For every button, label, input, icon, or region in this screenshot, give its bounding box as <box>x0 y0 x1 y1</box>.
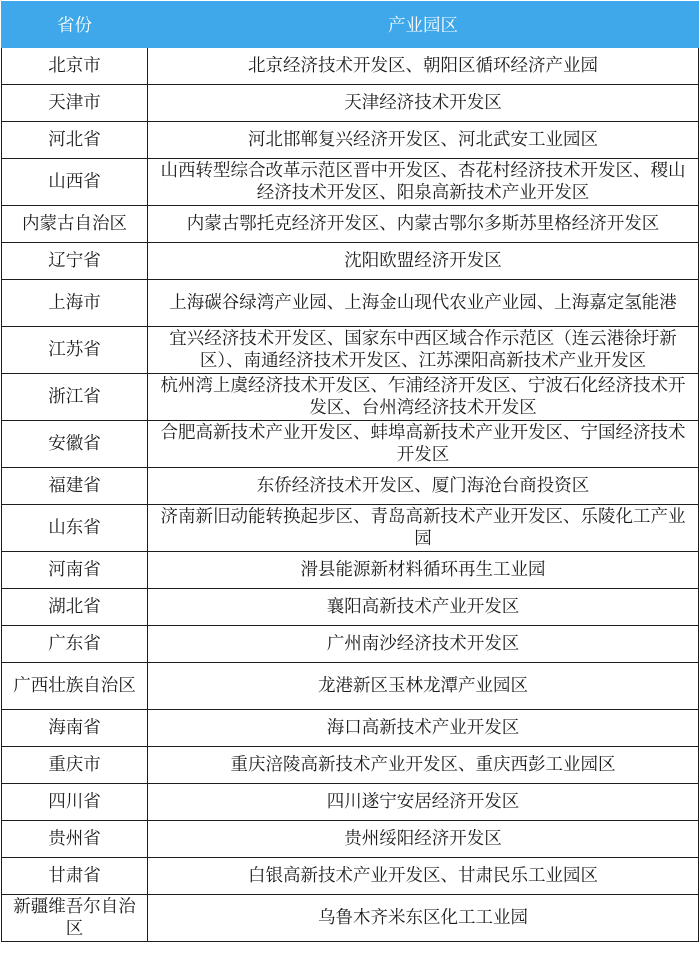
park-cell: 北京经济技术开发区、朝阳区循环经济产业园 <box>148 48 699 85</box>
province-cell: 北京市 <box>2 48 148 85</box>
table-row <box>2 468 699 505</box>
industrial-park-table <box>1 1 699 942</box>
header-province: 省份 <box>2 2 148 48</box>
table-row <box>2 895 699 942</box>
province-cell: 内蒙古自治区 <box>2 206 148 243</box>
province-cell: 辽宁省 <box>2 243 148 280</box>
table-row <box>2 280 699 327</box>
province-cell: 河北省 <box>2 122 148 159</box>
table-row <box>2 626 699 663</box>
table-row <box>2 327 699 374</box>
province-cell: 贵州省 <box>2 821 148 858</box>
park-cell: 重庆涪陵高新技术产业开发区、重庆西彭工业园区 <box>148 747 699 784</box>
park-cell: 内蒙古鄂托克经济开发区、内蒙古鄂尔多斯苏里格经济开发区 <box>148 206 699 243</box>
park-cell: 东侨经济技术开发区、厦门海沧台商投资区 <box>148 468 699 505</box>
table-row <box>2 821 699 858</box>
province-cell: 上海市 <box>2 280 148 327</box>
table-row <box>2 784 699 821</box>
park-cell: 海口高新技术产业开发区 <box>148 710 699 747</box>
table-header-row <box>2 2 699 48</box>
park-cell: 乌鲁木齐米东区化工工业园 <box>148 895 699 942</box>
table-row <box>2 589 699 626</box>
park-cell: 四川遂宁安居经济开发区 <box>148 784 699 821</box>
province-cell: 广西壮族自治区 <box>2 663 148 710</box>
province-cell: 新疆维吾尔自治区 <box>2 895 148 942</box>
table-row <box>2 505 699 552</box>
table-row <box>2 85 699 122</box>
table-row <box>2 374 699 421</box>
table-row <box>2 206 699 243</box>
province-cell: 江苏省 <box>2 327 148 374</box>
park-cell: 河北邯郸复兴经济开发区、河北武安工业园区 <box>148 122 699 159</box>
park-cell: 上海碳谷绿湾产业园、上海金山现代农业产业园、上海嘉定氢能港 <box>148 280 699 327</box>
province-cell: 河南省 <box>2 552 148 589</box>
park-cell: 贵州绥阳经济开发区 <box>148 821 699 858</box>
province-cell: 四川省 <box>2 784 148 821</box>
province-cell: 重庆市 <box>2 747 148 784</box>
park-cell: 广州南沙经济技术开发区 <box>148 626 699 663</box>
park-cell: 济南新旧动能转换起步区、青岛高新技术产业开发区、乐陵化工产业园 <box>148 505 699 552</box>
province-cell: 甘肃省 <box>2 858 148 895</box>
park-cell: 襄阳高新技术产业开发区 <box>148 589 699 626</box>
table-row <box>2 122 699 159</box>
park-cell: 合肥高新技术产业开发区、蚌埠高新技术产业开发区、宁国经济技术开发区 <box>148 421 699 468</box>
table-row <box>2 48 699 85</box>
park-cell: 白银高新技术产业开发区、甘肃民乐工业园区 <box>148 858 699 895</box>
table-row <box>2 747 699 784</box>
park-cell: 山西转型综合改革示范区晋中开发区、杏花村经济技术开发区、稷山经济技术开发区、阳泉高新技术产业开发区 <box>148 159 699 206</box>
park-cell: 沈阳欧盟经济开发区 <box>148 243 699 280</box>
province-cell: 海南省 <box>2 710 148 747</box>
park-cell: 滑县能源新材料循环再生工业园 <box>148 552 699 589</box>
table-row <box>2 243 699 280</box>
province-cell: 山西省 <box>2 159 148 206</box>
table-row <box>2 552 699 589</box>
province-cell: 天津市 <box>2 85 148 122</box>
table-row <box>2 858 699 895</box>
province-cell: 山东省 <box>2 505 148 552</box>
park-cell: 天津经济技术开发区 <box>148 85 699 122</box>
park-cell: 宜兴经济技术开发区、国家东中西区域合作示范区（连云港徐圩新区）、南通经济技术开发区、江苏溧阳高新技术产业开发区 <box>148 327 699 374</box>
province-cell: 浙江省 <box>2 374 148 421</box>
table-row <box>2 159 699 206</box>
province-cell: 湖北省 <box>2 589 148 626</box>
province-cell: 广东省 <box>2 626 148 663</box>
table-row <box>2 421 699 468</box>
province-cell: 安徽省 <box>2 421 148 468</box>
table-row <box>2 710 699 747</box>
park-table-container <box>1 1 698 942</box>
table-row <box>2 663 699 710</box>
park-cell: 杭州湾上虞经济技术开发区、乍浦经济开发区、宁波石化经济技术开发区、台州湾经济技术开发区 <box>148 374 699 421</box>
park-cell: 龙港新区玉林龙潭产业园区 <box>148 663 699 710</box>
province-cell: 福建省 <box>2 468 148 505</box>
header-industrial-park: 产业园区 <box>148 2 699 48</box>
